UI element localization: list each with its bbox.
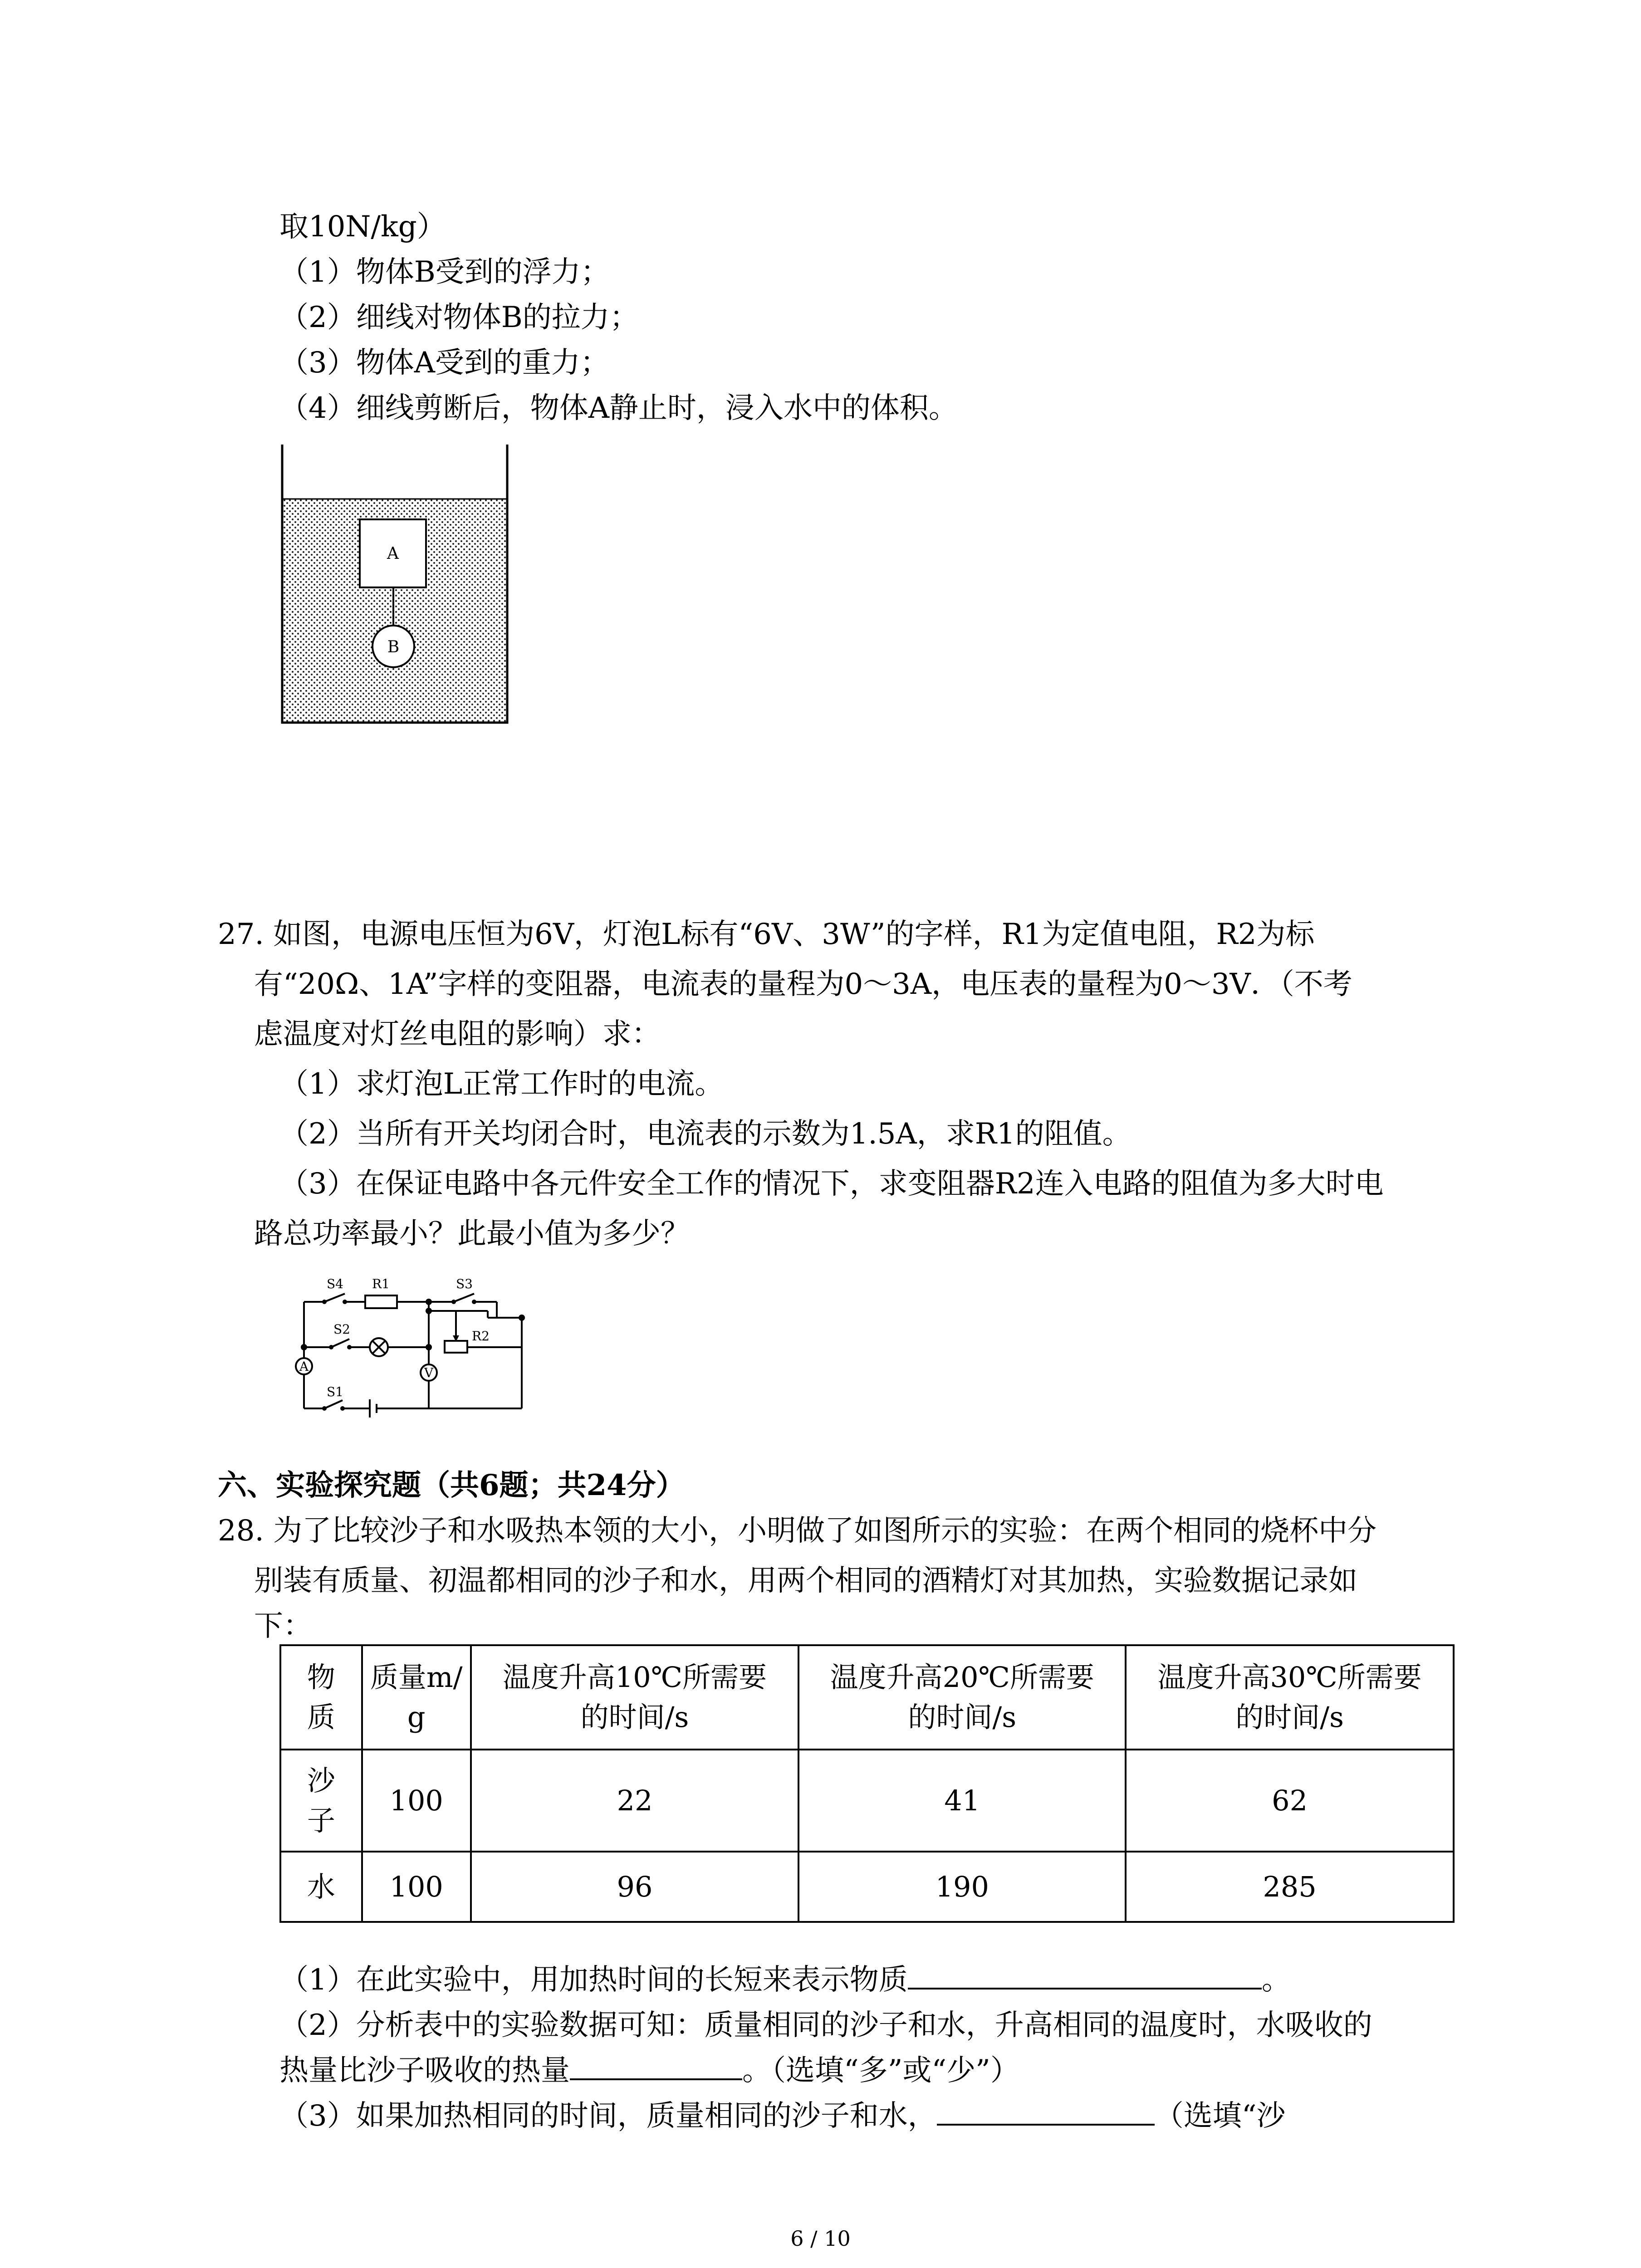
label-s2: S2 xyxy=(333,1322,350,1337)
q27-part-3: （3）在保证电路中各元件安全工作的情况下，求变阻器R2连入电路的阻值为多大时电 xyxy=(279,1167,1384,1201)
cell-mass: 100 xyxy=(362,1852,471,1922)
data-table xyxy=(279,1644,1455,1923)
answer-blank-1[interactable] xyxy=(908,1960,1262,1989)
q27-line-1: 27. 如图，电源电压恒为6V，灯泡L标有“6V、3W”的字样，R1为定值电阻，R2为标 xyxy=(218,918,1315,951)
block-a-label: A xyxy=(387,544,399,563)
q27-part-1: （1）求灯泡L正常工作时的电流。 xyxy=(279,1067,724,1101)
q28-intro-3: 下： xyxy=(254,1609,312,1643)
label-r1: R1 xyxy=(372,1276,390,1291)
cell-mass: 100 xyxy=(362,1750,471,1852)
q26-item-2: （2）细线对物体B的拉力； xyxy=(279,301,639,334)
header-t10: 温度升高10℃所需要 的时间/s xyxy=(471,1645,799,1750)
label-s3: S3 xyxy=(456,1276,473,1291)
beaker-figure xyxy=(272,445,517,730)
answer-blank-2[interactable] xyxy=(570,2051,742,2080)
q28-part-1: （1）在此实验中，用加热时间的长短来表示物质 。 xyxy=(279,1960,1291,2000)
q27-part-2: （2）当所有开关均闭合时，电流表的示数为1.5A，求R1的阻值。 xyxy=(279,1117,1132,1151)
q28-part-2-cont: 热量比沙子吸收的热量 。（选填“多”或“少”） xyxy=(279,2050,1019,2091)
table-row xyxy=(280,1750,1454,1852)
q27-part-3-cont: 路总功率最小？此最小值为多少？ xyxy=(254,1217,690,1251)
circuit-diagram xyxy=(281,1261,544,1429)
table-header-row xyxy=(280,1645,1454,1750)
label-s1: S1 xyxy=(327,1384,343,1399)
q26-item-3: （3）物体A受到的重力； xyxy=(279,346,609,380)
q28-intro-1: 28. 为了比较沙子和水吸热本领的大小，小明做了如图所示的实验：在两个相同的烧杯中分 xyxy=(218,1514,1377,1548)
cell-t10: 96 xyxy=(471,1852,799,1922)
answer-blank-3[interactable] xyxy=(937,2097,1155,2126)
header-t20: 温度升高20℃所需要 的时间/s xyxy=(798,1645,1126,1750)
cell-t30: 285 xyxy=(1126,1852,1454,1922)
q27-line-2: 有“20Ω、1A”字样的变阻器，电流表的量程为0～3A，电压表的量程为0～3V．（不考 xyxy=(254,968,1352,1001)
label-a: A xyxy=(299,1359,309,1374)
header-mass: 质量m/ g xyxy=(362,1645,471,1750)
q26-continuation: 取10N/kg） xyxy=(279,210,446,244)
cell-substance: 沙 子 xyxy=(280,1750,362,1852)
q27-line-3: 虑温度对灯丝电阻的影响）求： xyxy=(254,1017,661,1051)
label-s4: S4 xyxy=(327,1276,343,1291)
label-v: V xyxy=(424,1365,434,1380)
q26-item-1: （1）物体B受到的浮力； xyxy=(279,255,610,289)
cell-t10: 22 xyxy=(471,1750,799,1852)
label-r2: R2 xyxy=(472,1329,490,1344)
ball-b-label: B xyxy=(387,638,400,656)
q28-part-2: （2）分析表中的实验数据可知：质量相同的沙子和水，升高相同的温度时，水吸收的 xyxy=(279,2009,1372,2042)
cell-t20: 190 xyxy=(798,1852,1126,1922)
section-6-title: 六、实验探究题（共6题；共24分） xyxy=(218,1468,685,1502)
header-substance: 物 质 xyxy=(280,1645,362,1750)
q28-part-3: （3）如果加热相同的时间，质量相同的沙子和水， （选填“沙 xyxy=(279,2096,1285,2136)
q28-intro-2: 别装有质量、初温都相同的沙子和水，用两个相同的酒精灯对其加热，实验数据记录如 xyxy=(254,1564,1357,1598)
table-row xyxy=(280,1852,1454,1922)
cell-t30: 62 xyxy=(1126,1750,1454,1852)
q26-item-4: （4）细线剪断后，物体A静止时，浸入水中的体积。 xyxy=(279,391,958,425)
header-t30: 温度升高30℃所需要 的时间/s xyxy=(1126,1645,1454,1750)
cell-t20: 41 xyxy=(798,1750,1126,1852)
page-number: 6 / 10 xyxy=(790,2226,851,2251)
cell-substance: 水 xyxy=(280,1852,362,1922)
